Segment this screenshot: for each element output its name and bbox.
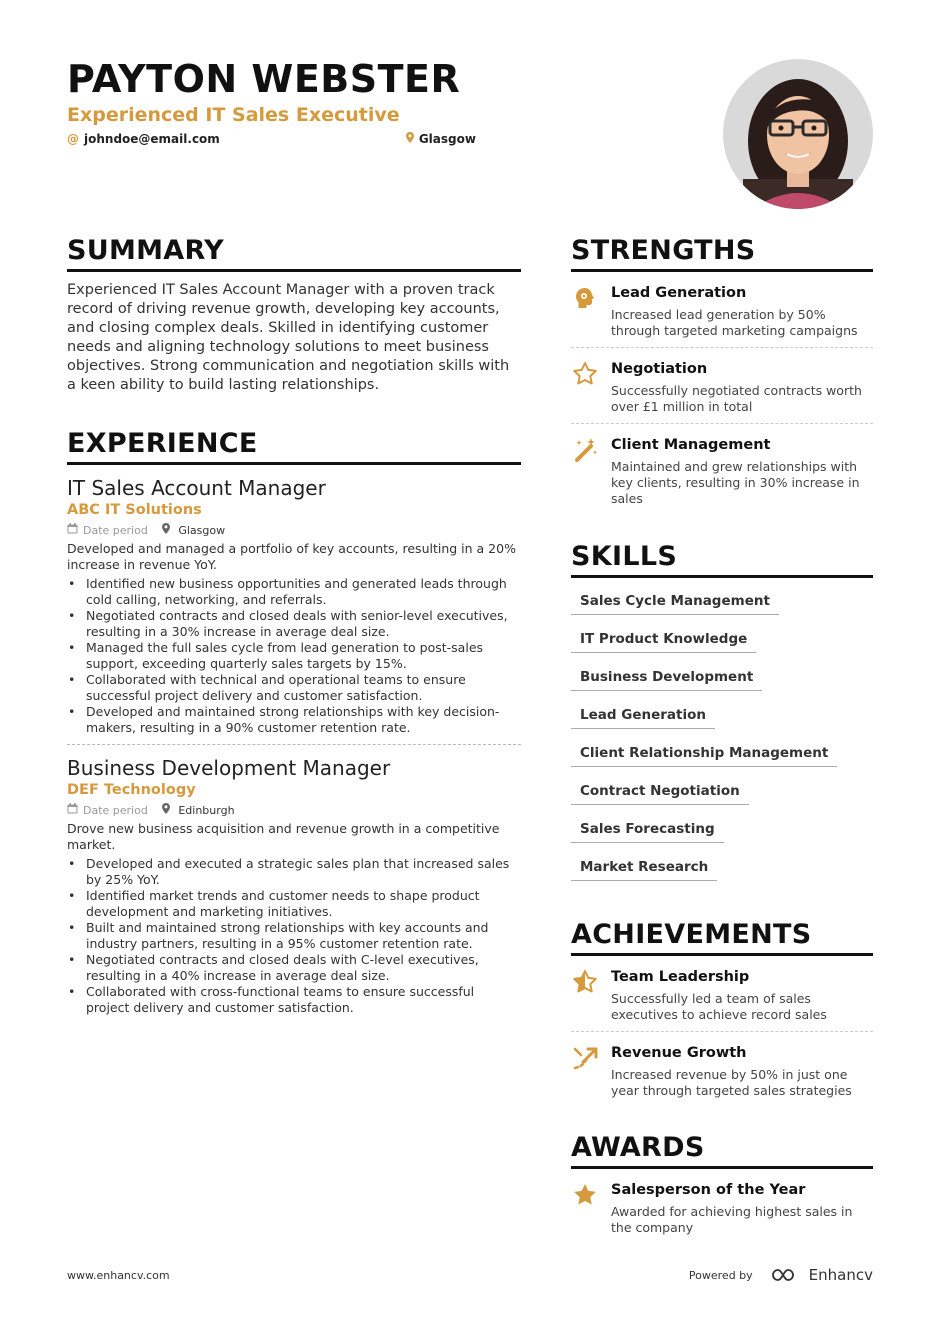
magic-wand-icon <box>571 436 599 464</box>
job-bullet: • Identified new business opportunities and generated leads through cold calling, networking, and referrals. <box>67 576 521 608</box>
powered-by-label: Powered by <box>688 1268 753 1282</box>
website-link[interactable]: www.enhancv.com <box>67 1268 170 1282</box>
awards-heading: AWARDS <box>571 1131 873 1169</box>
location-pin-icon <box>162 524 174 537</box>
job-location-text: Glasgow <box>178 524 226 537</box>
job-bullet: • Managed the full sales cycle from lead generation to post-sales support, exceeding quarterly sales targets by 15%. <box>67 640 521 672</box>
star-half-icon <box>571 968 599 996</box>
job-bullet: • Negotiated contracts and closed deals with senior-level executives, resulting in a 30% increase in average deal size. <box>67 608 521 640</box>
star-filled-icon <box>571 1181 599 1209</box>
enhancv-logo-icon <box>771 1267 803 1283</box>
job-bullet: • Collaborated with cross-functional teams to ensure successful project delivery and customer satisfaction. <box>67 984 521 1016</box>
skill-tag: IT Product Knowledge <box>571 624 756 653</box>
location-pin-icon <box>162 804 174 817</box>
job-bullet: • Developed and maintained strong relationships with key decision-makers, resulting in a 90% customer retention rate. <box>67 704 521 736</box>
job-bullet: • Collaborated with technical and operational teams to ensure successful project delivery and customer satisfaction. <box>67 672 521 704</box>
right-column <box>571 234 873 1244</box>
job-title: Business Development Manager <box>67 756 391 780</box>
job-bullet: • Developed and executed a strategic sales plan that increased sales by 25% YoY. <box>67 856 521 888</box>
skills-heading: SKILLS <box>571 540 873 578</box>
job-bullets <box>67 856 521 1016</box>
achievement-item <box>571 1032 873 1107</box>
skills-section <box>571 540 873 890</box>
job-bullet: • Negotiated contracts and closed deals with C-level executives, resulting in a 40% increase in average deal size. <box>67 952 521 984</box>
contact-row <box>67 132 707 146</box>
skill-tag: Business Development <box>571 662 762 691</box>
skill-tag: Sales Cycle Management <box>571 586 779 615</box>
date-period: Date period <box>83 803 148 817</box>
resume-header <box>67 56 707 146</box>
strength-title: Negotiation <box>611 361 708 377</box>
summary-text: Experienced IT Sales Account Manager with a proven track record of driving revenue growth, developing key accounts, and closing complex deals. Skilled in identifying customer needs and aligning technology solutions to meet business objectives. Strong communication and negotiation skills with a keen ability to build lasting relationships. <box>67 282 510 393</box>
strength-title: Lead Generation <box>611 285 747 301</box>
brand-name: Enhancv <box>808 1266 873 1284</box>
achievement-description: Increased revenue by 50% in just one year through targeted sales strategies <box>611 1067 852 1098</box>
skill-tag: Market Research <box>571 852 717 881</box>
skill-tag: Sales Forecasting <box>571 814 724 843</box>
company-name: DEF Technology <box>67 782 196 798</box>
calendar-icon <box>67 803 78 817</box>
summary-section <box>67 234 521 395</box>
powered-by <box>689 1266 873 1284</box>
skills-list <box>571 586 873 890</box>
job-title: IT Sales Account Manager <box>67 476 326 500</box>
profile-photo <box>723 59 873 209</box>
calendar-icon <box>67 523 78 537</box>
strength-item <box>571 272 873 348</box>
strength-description: Successfully negotiated contracts worth over £1 million in total <box>611 383 862 414</box>
job-meta <box>67 523 521 537</box>
awards-section <box>571 1131 873 1244</box>
skill-tag: Client Relationship Management <box>571 738 837 767</box>
location-pin-icon <box>406 132 414 146</box>
head-icon <box>571 284 599 312</box>
skill-tag: Lead Generation <box>571 700 715 729</box>
candidate-role: Experienced IT Sales Executive <box>67 104 400 126</box>
location-item <box>406 132 476 146</box>
strength-item <box>571 348 873 424</box>
award-description: Awarded for achieving highest sales in the company <box>611 1204 853 1235</box>
job-bullet: • Identified market trends and customer needs to shape product development and marketing initiatives. <box>67 888 521 920</box>
strengths-section <box>571 234 873 515</box>
job-entry <box>67 755 521 1016</box>
strength-description: Increased lead generation by 50% through targeted marketing campaigns <box>611 307 858 338</box>
job-location <box>162 803 235 817</box>
at-icon: @ <box>67 132 79 146</box>
strength-description: Maintained and grew relationships with key clients, resulting in 30% increase in sales <box>611 459 860 506</box>
achievement-description: Successfully led a team of sales executives to achieve record sales <box>611 991 827 1022</box>
email-text: johndoe@email.com <box>84 132 220 146</box>
date-period: Date period <box>83 523 148 537</box>
job-meta <box>67 803 521 817</box>
achievements-section <box>571 918 873 1107</box>
email-item[interactable] <box>67 132 220 146</box>
skill-tag: Contract Negotiation <box>571 776 749 805</box>
job-location-text: Edinburgh <box>178 804 235 817</box>
enhancv-brand[interactable] <box>771 1266 873 1284</box>
candidate-name: PAYTON WEBSTER <box>67 57 461 101</box>
strength-title: Client Management <box>611 437 771 453</box>
strengths-heading: STRENGTHS <box>571 234 873 272</box>
job-entry <box>67 475 521 745</box>
left-column <box>67 234 521 1016</box>
job-location <box>162 523 225 537</box>
achievement-title: Revenue Growth <box>611 1045 747 1061</box>
achievement-title: Team Leadership <box>611 969 750 985</box>
experience-section <box>67 427 521 1016</box>
location-text: Glasgow <box>418 132 476 146</box>
achievement-item <box>571 956 873 1032</box>
footer <box>67 1266 873 1284</box>
job-description: Developed and managed a portfolio of key accounts, resulting in a 20% increase in revenue YoY. <box>67 541 516 572</box>
job-bullets <box>67 576 521 736</box>
award-item <box>571 1169 873 1244</box>
star-outline-icon <box>571 360 599 388</box>
company-name: ABC IT Solutions <box>67 502 202 518</box>
achievements-heading: ACHIEVEMENTS <box>571 918 873 956</box>
strength-item <box>571 424 873 515</box>
job-description: Drove new business acquisition and revenue growth in a competitive market. <box>67 821 500 852</box>
award-title: Salesperson of the Year <box>611 1182 806 1198</box>
job-divider <box>67 744 521 745</box>
growth-arrow-icon <box>571 1044 599 1072</box>
job-bullet: • Built and maintained strong relationships with key accounts and industry partners, resulting in a 95% customer retention rate. <box>67 920 521 952</box>
summary-heading: SUMMARY <box>67 234 521 272</box>
experience-heading: EXPERIENCE <box>67 427 521 465</box>
